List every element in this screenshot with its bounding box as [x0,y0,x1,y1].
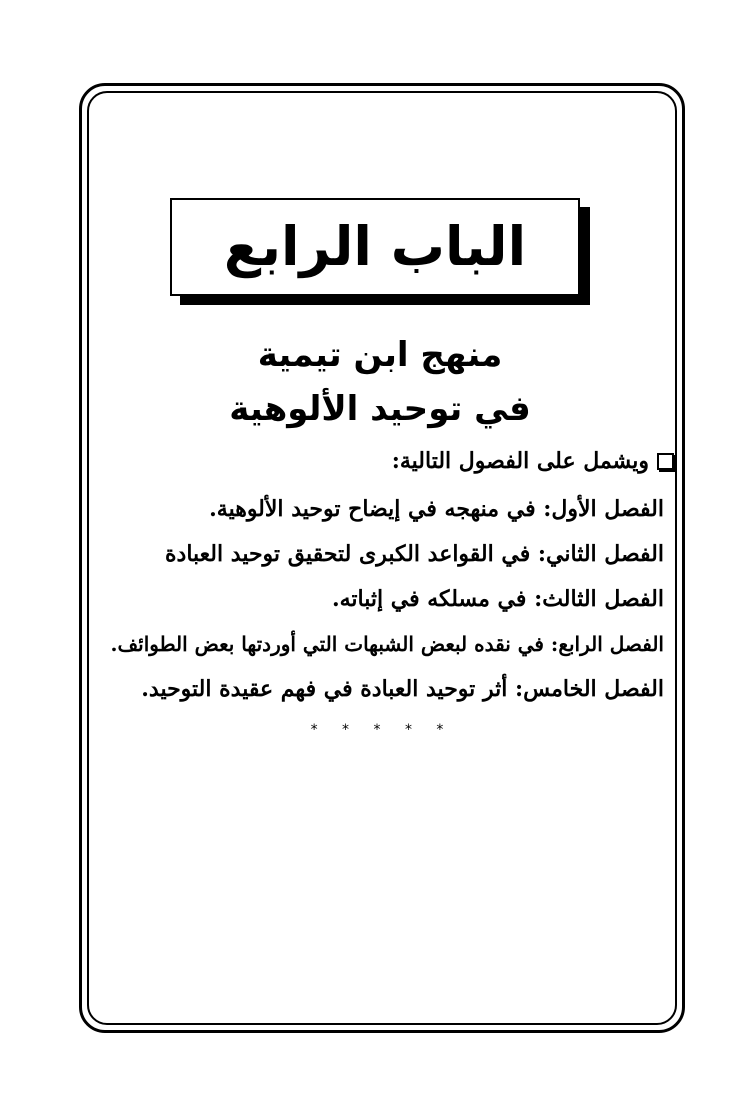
chapter-item-4: الفصل الرابع: في نقده لبعض الشبهات التي أوردتها بعض الطوائف. [110,632,664,656]
subtitle-line-1: منهج ابن تيمية [257,335,503,375]
separator-stars: * * * * * [310,722,454,738]
chapter-item-5: الفصل الخامس: أثر توحيد العبادة في فهم عقيدة التوحيد. [141,676,664,702]
chapter-item-1: الفصل الأول: في منهجه في إيضاح توحيد الألوهية. [209,496,664,522]
checkbox-bullet-icon [657,453,674,470]
title-box [170,198,580,296]
intro-line [114,450,674,472]
chapter-list [64,488,664,713]
subtitle-line-2: في توحيد الألوهية [229,389,531,429]
intro-text: ويشمل على الفصول التالية: [391,448,649,474]
chapter-title: الباب الرابع [223,215,527,278]
chapter-item-2: الفصل الثاني: في القواعد الكبرى لتحقيق توحيد العبادة [165,541,664,567]
chapter-item-3: الفصل الثالث: في مسلكه في إثباته. [331,586,664,612]
